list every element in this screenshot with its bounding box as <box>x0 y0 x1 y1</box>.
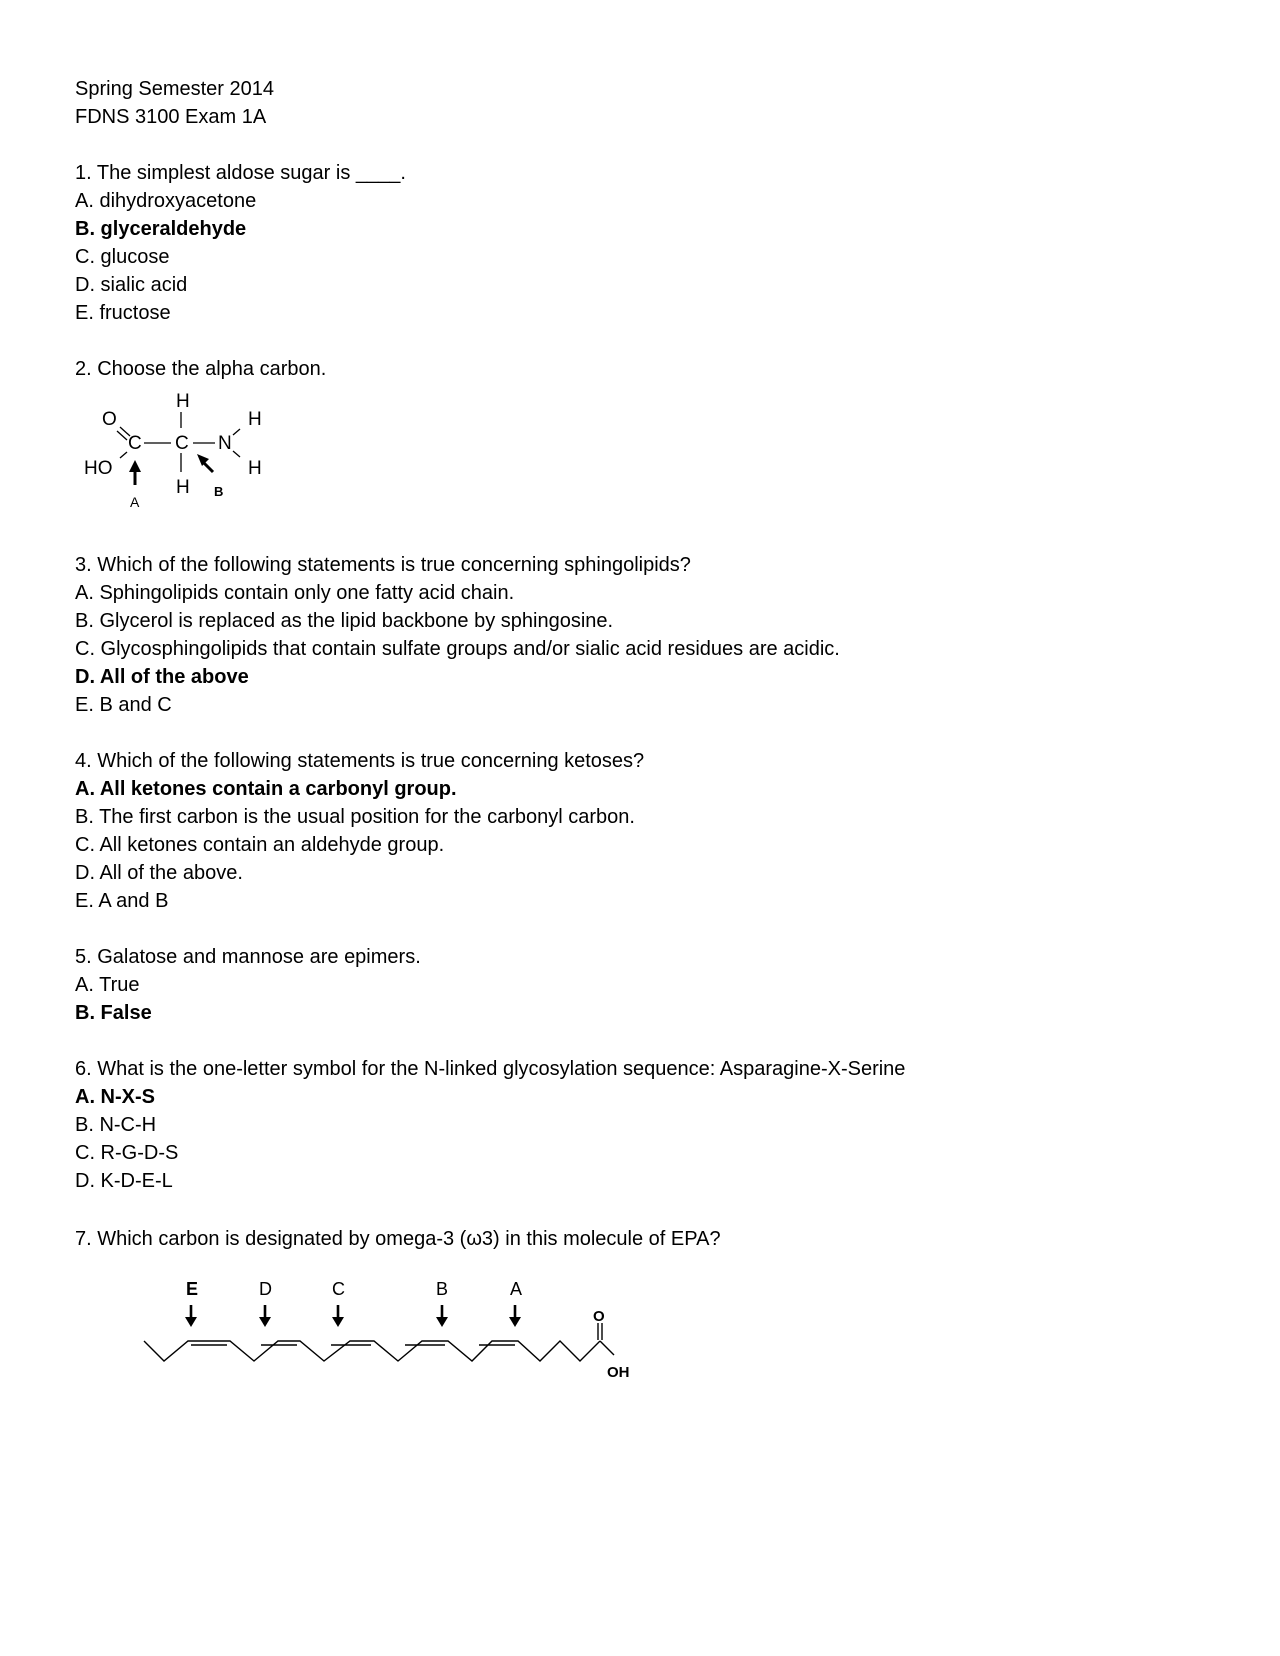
glycine-structure-figure <box>75 390 295 515</box>
answer-option: B. N-C-H <box>75 1114 157 1136</box>
question-5-prompt: 5. Galatose and mannose are epimers. <box>75 946 421 968</box>
answer-option: E. fructose <box>75 302 171 324</box>
label-b: B <box>214 484 224 499</box>
question-6-prompt: 6. What is the one-letter symbol for the N-linked glycosylation sequence: Asparagine-X-Serine <box>75 1058 906 1080</box>
answer-option: B. The first carbon is the usual position for the carbonyl carbon. <box>75 806 635 828</box>
answer-option: C. Glycosphingolipids that contain sulfate groups and/or sialic acid residues are acidic. <box>75 638 840 660</box>
correct-answer-option: D. All of the above <box>75 666 249 688</box>
question-3-prompt: 3. Which of the following statements is true concerning sphingolipids? <box>75 554 691 576</box>
question-7-prompt: 7. Which carbon is designated by omega-3 (ω3) in this molecule of EPA? <box>75 1228 721 1250</box>
answer-option: D. K-D-E-L <box>75 1170 173 1192</box>
epa-structure-figure <box>130 1275 690 1405</box>
carbon-label-e: E <box>186 1279 199 1299</box>
atom-h-top: H <box>176 391 190 412</box>
answer-option: E. A and B <box>75 890 169 912</box>
atom-o: O <box>102 409 117 430</box>
answer-option: C. glucose <box>75 246 170 268</box>
carbon-label-c: C <box>332 1279 345 1299</box>
answer-option: C. All ketones contain an aldehyde group. <box>75 834 445 856</box>
hydroxyl-group: OH <box>607 1364 630 1381</box>
answer-option: A. True <box>75 974 140 996</box>
atom-h-bottom: H <box>176 477 190 498</box>
correct-answer-option: B. False <box>75 1002 152 1024</box>
atom-ho: HO <box>84 458 113 479</box>
answer-option: D. sialic acid <box>75 274 188 296</box>
semester-line: Spring Semester 2014 <box>75 78 275 100</box>
carbonyl-oxygen: O <box>593 1308 605 1325</box>
answer-option: B. Glycerol is replaced as the lipid backbone by sphingosine. <box>75 610 614 632</box>
atom-c2: C <box>175 433 189 454</box>
carbon-label-a: A <box>510 1279 523 1299</box>
atom-c1: C <box>128 433 142 454</box>
question-2-prompt: 2. Choose the alpha carbon. <box>75 358 327 380</box>
correct-answer-option: B. glyceraldehyde <box>75 218 247 240</box>
question-4-prompt: 4. Which of the following statements is true concerning ketoses? <box>75 750 645 772</box>
atom-h-n-lower: H <box>248 458 262 479</box>
answer-option: A. dihydroxyacetone <box>75 190 257 212</box>
atom-h-n-upper: H <box>248 409 262 430</box>
carbon-label-d: D <box>259 1279 272 1299</box>
correct-answer-option: A. All ketones contain a carbonyl group. <box>75 778 457 800</box>
answer-option: C. R-G-D-S <box>75 1142 179 1164</box>
label-a: A <box>130 494 140 510</box>
answer-option: E. B and C <box>75 694 172 716</box>
course-exam-line: FDNS 3100 Exam 1A <box>75 106 267 128</box>
question-1-prompt: 1. The simplest aldose sugar is ____. <box>75 162 406 184</box>
answer-option: D. All of the above. <box>75 862 243 884</box>
correct-answer-option: A. N-X-S <box>75 1086 155 1108</box>
answer-option: A. Sphingolipids contain only one fatty acid chain. <box>75 582 515 604</box>
carbon-label-b: B <box>436 1279 449 1299</box>
atom-n: N <box>218 433 232 454</box>
